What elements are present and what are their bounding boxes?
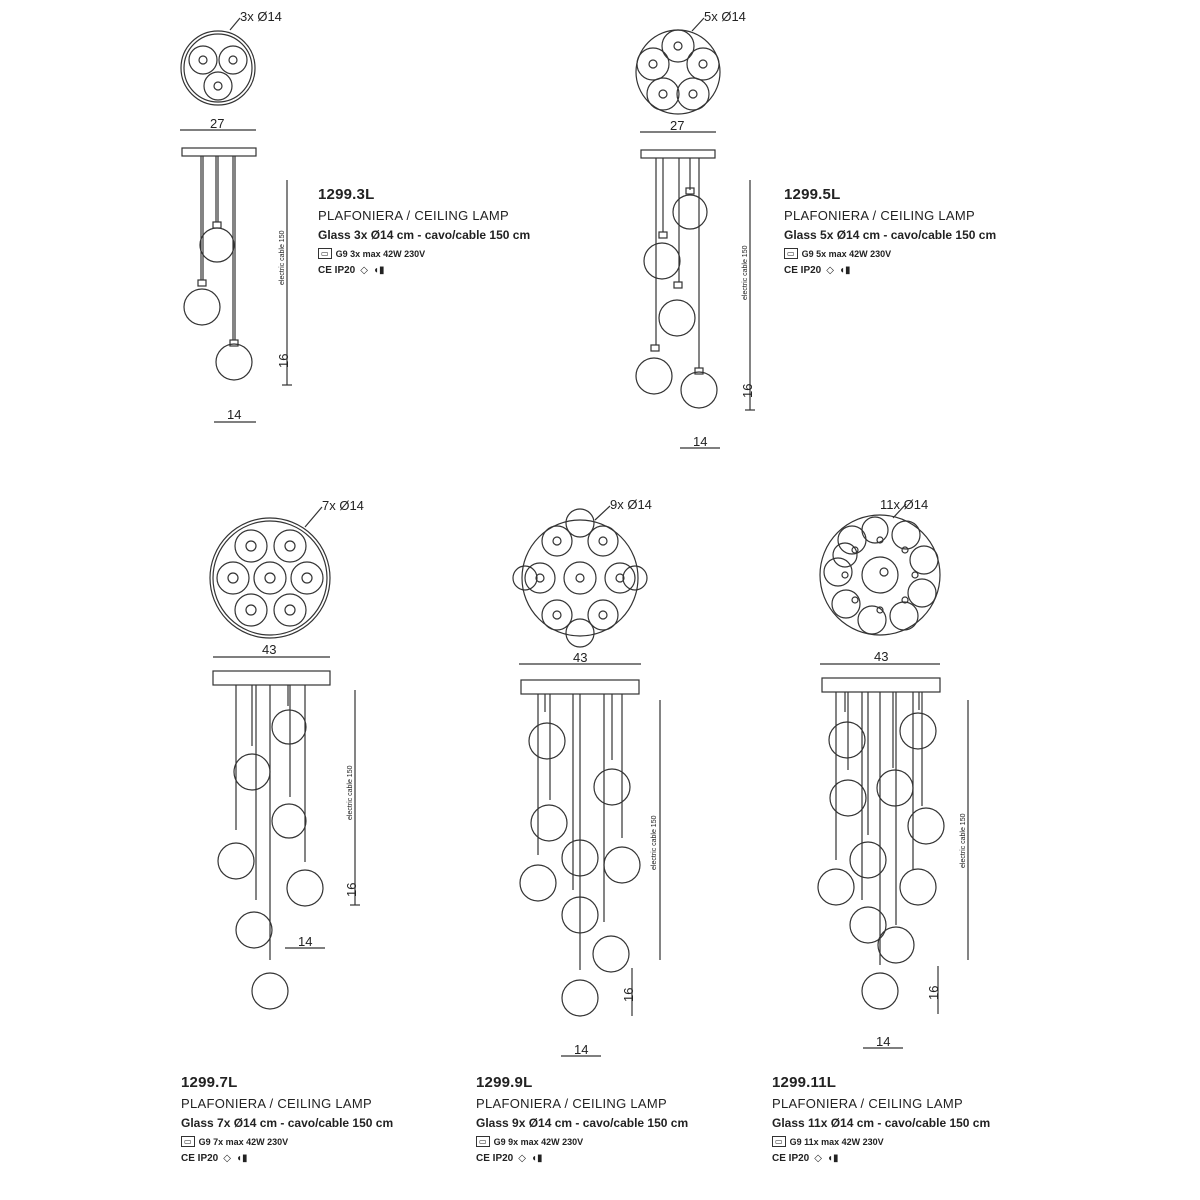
bulb-spec-text: G9 3x max 42W 230V — [335, 248, 426, 259]
product-code: 1299.5L — [784, 186, 841, 203]
spec-block-11l — [772, 1074, 990, 1164]
top-callout-7l: 7x Ø14 — [322, 498, 364, 513]
cert-text: CE IP20 — [476, 1153, 514, 1164]
top-callout-9l: 9x Ø14 — [610, 497, 652, 512]
product-code: 1299.3L — [318, 186, 375, 203]
bulb-spec — [784, 248, 996, 259]
product-code: 1299.9L — [476, 1074, 533, 1091]
top-view-5l — [636, 9, 746, 133]
cable-dim-7l: electric cable 150 — [347, 765, 354, 820]
side-view-9l — [520, 680, 660, 1057]
cable-dim-11l: electric cable 150 — [960, 813, 967, 868]
certifications — [784, 265, 996, 276]
spec-block-9l — [476, 1074, 688, 1164]
bulb-icon: ▭ — [772, 1136, 786, 1147]
glass-spec: Glass 11x Ø14 cm - cavo/cable 150 cm — [772, 1116, 991, 1130]
cert-text: CE IP20 — [772, 1153, 810, 1164]
globe-width-dim-9l: 14 — [574, 1042, 589, 1057]
top-callout-3l: 3x Ø14 — [240, 9, 282, 24]
top-view-9l — [513, 497, 652, 665]
spec-block-7l — [181, 1074, 393, 1164]
certifications — [181, 1153, 393, 1164]
variant-9l-drawing — [513, 497, 660, 1057]
product-type: PLAFONIERA / CEILING LAMP — [772, 1096, 963, 1111]
globe-dim-5l: 16 — [740, 383, 755, 398]
class-icon: ◇ — [360, 265, 368, 276]
side-view-5l — [636, 150, 755, 449]
top-view-3l — [180, 9, 282, 131]
globe-dim-7l: 16 — [344, 882, 359, 897]
globe-dim-9l: 16 — [621, 987, 636, 1002]
bulb-spec — [318, 248, 530, 259]
globe-width-dim-11l: 14 — [876, 1034, 891, 1049]
width-dim-3l: 27 — [210, 116, 225, 131]
bulb-spec-text: G9 5x max 42W 230V — [801, 248, 892, 259]
width-dim-11l: 43 — [874, 649, 889, 664]
variant-11l-drawing — [818, 497, 968, 1049]
dimmable-icon: ◖▮ — [235, 1153, 248, 1164]
certifications — [476, 1153, 688, 1164]
bulb-icon: ▭ — [318, 248, 332, 259]
bulb-icon: ▭ — [181, 1136, 195, 1147]
cable-dim-9l: electric cable 150 — [651, 815, 658, 870]
variant-7l-drawing — [210, 498, 364, 1009]
product-code: 1299.7L — [181, 1074, 238, 1091]
glass-spec: Glass 3x Ø14 cm - cavo/cable 150 cm — [318, 228, 531, 242]
dimmable-icon: ◖▮ — [826, 1153, 839, 1164]
class-icon: ◇ — [518, 1153, 526, 1164]
glass-spec: Glass 9x Ø14 cm - cavo/cable 150 cm — [476, 1116, 689, 1130]
spec-block-3l — [318, 186, 530, 276]
dimmable-icon: ◖▮ — [372, 265, 385, 276]
product-type: PLAFONIERA / CEILING LAMP — [476, 1096, 667, 1111]
class-icon: ◇ — [814, 1153, 822, 1164]
globe-width-dim-5l: 14 — [693, 434, 708, 449]
certifications — [318, 265, 530, 276]
cert-text: CE IP20 — [318, 265, 356, 276]
width-dim-9l: 43 — [573, 650, 588, 665]
width-dim-7l: 43 — [262, 642, 277, 657]
top-callout-5l: 5x Ø14 — [704, 9, 746, 24]
product-type: PLAFONIERA / CEILING LAMP — [318, 208, 509, 223]
side-view-11l — [818, 678, 968, 1049]
glass-spec: Glass 5x Ø14 cm - cavo/cable 150 cm — [784, 228, 997, 242]
variant-5l-drawing — [636, 9, 755, 449]
width-dim-5l: 27 — [670, 118, 685, 133]
bulb-spec-text: G9 9x max 42W 230V — [493, 1136, 584, 1147]
bulb-spec — [772, 1136, 990, 1147]
bulb-icon: ▭ — [476, 1136, 490, 1147]
bulb-spec — [181, 1136, 393, 1147]
bulb-spec-text: G9 11x max 42W 230V — [789, 1136, 884, 1147]
class-icon: ◇ — [223, 1153, 231, 1164]
top-view-11l — [820, 497, 940, 664]
top-view-7l — [210, 498, 364, 657]
cert-text: CE IP20 — [181, 1153, 219, 1164]
globe-width-dim-7l: 14 — [298, 934, 313, 949]
dimmable-icon: ◖▮ — [838, 265, 851, 276]
side-view-3l — [182, 148, 292, 422]
product-type: PLAFONIERA / CEILING LAMP — [784, 208, 975, 223]
side-view-7l — [213, 671, 360, 1009]
spec-block-5l — [784, 186, 996, 276]
dimmable-icon: ◖▮ — [530, 1153, 543, 1164]
certifications — [772, 1153, 990, 1164]
top-callout-11l: 11x Ø14 — [880, 497, 929, 512]
bulb-spec-text: G9 7x max 42W 230V — [198, 1136, 289, 1147]
cable-dim-5l: electric cable 150 — [742, 245, 749, 300]
globe-dim-11l: 16 — [926, 985, 941, 1000]
cable-dim-3l: electric cable 150 — [279, 230, 286, 285]
product-code: 1299.11L — [772, 1074, 837, 1091]
cert-text: CE IP20 — [784, 265, 822, 276]
variant-3l-drawing — [180, 9, 292, 422]
globe-dim-3l: 16 — [276, 353, 291, 368]
product-type: PLAFONIERA / CEILING LAMP — [181, 1096, 372, 1111]
globe-width-dim-3l: 14 — [227, 407, 242, 422]
glass-spec: Glass 7x Ø14 cm - cavo/cable 150 cm — [181, 1116, 394, 1130]
bulb-spec — [476, 1136, 688, 1147]
class-icon: ◇ — [826, 265, 834, 276]
bulb-icon: ▭ — [784, 248, 798, 259]
